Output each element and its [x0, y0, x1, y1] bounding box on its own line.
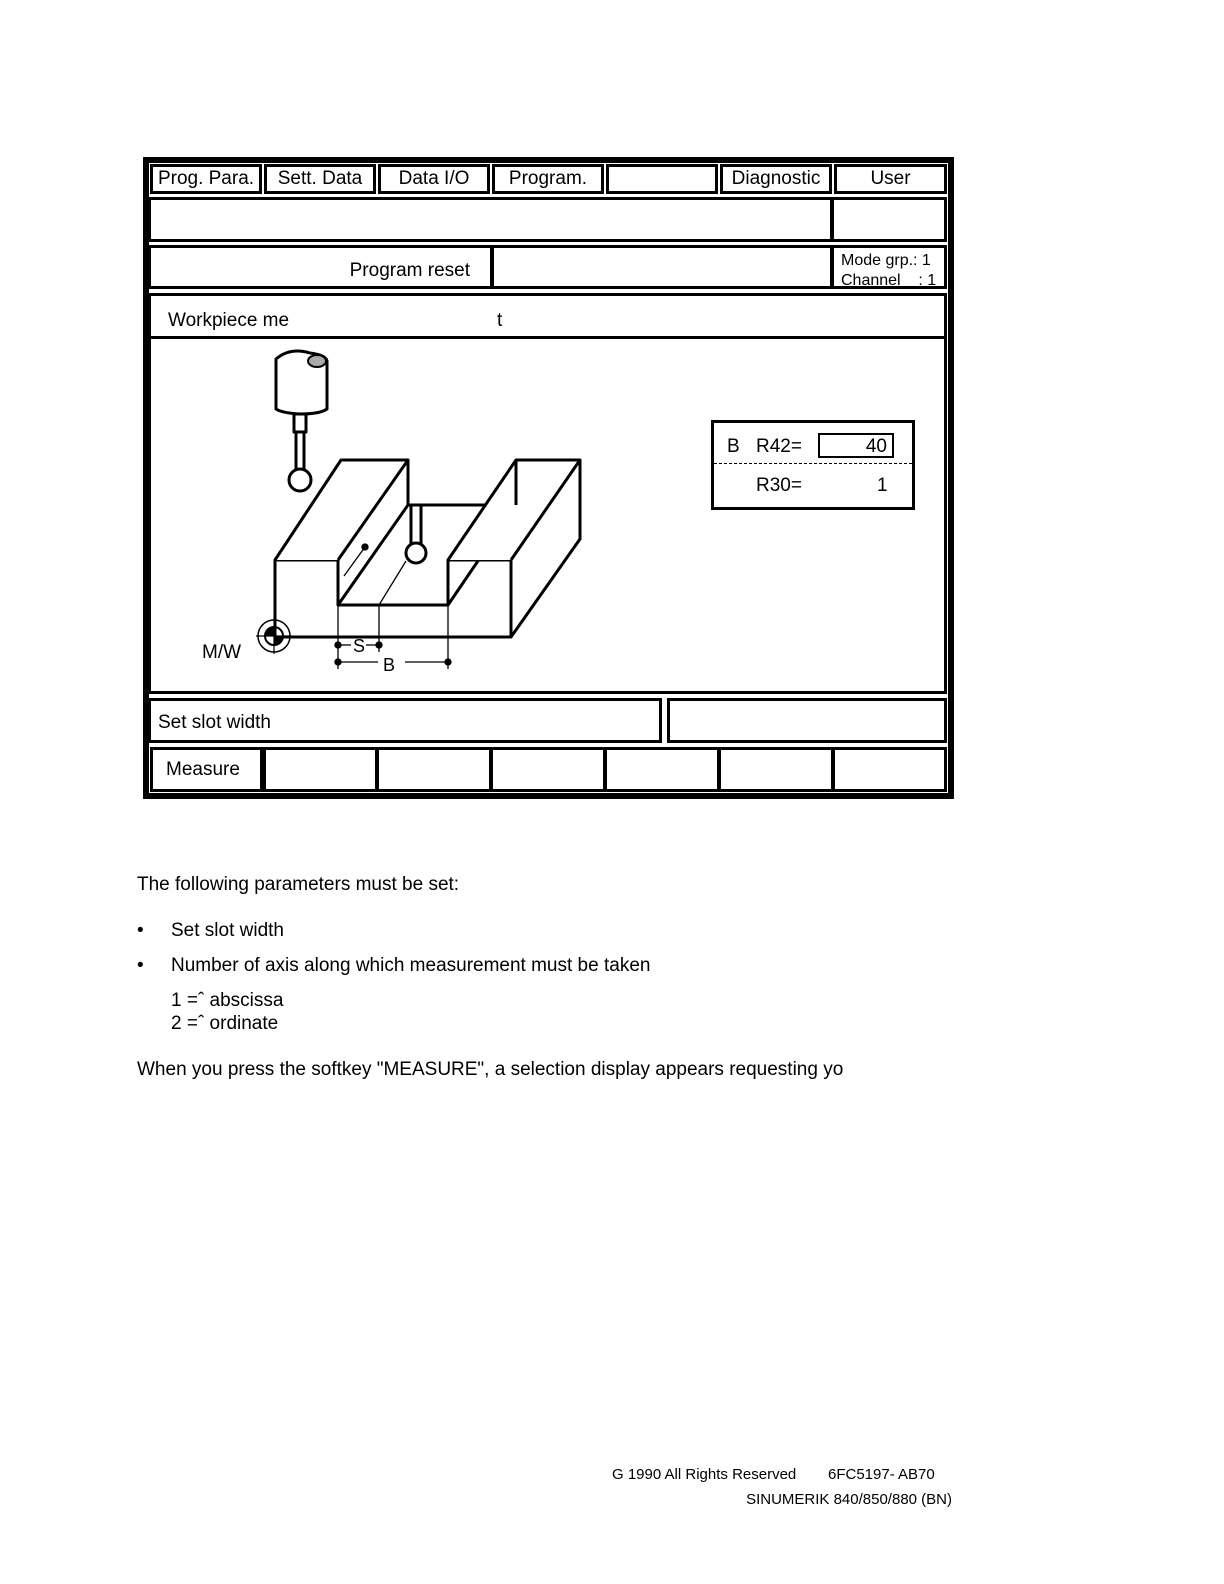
page-title-fragment: t [497, 310, 503, 331]
tab-label: User [870, 168, 911, 189]
bullet-icon: • [137, 920, 144, 941]
r42-input[interactable] [818, 433, 894, 458]
axis-option-1: 1 =ˆ abscissa [171, 990, 284, 1011]
tab-label: Diagnostic [731, 168, 821, 189]
title-bar [148, 293, 947, 339]
footer-copyright: G 1990 All Rights Reserved [612, 1466, 797, 1483]
softkey-6[interactable] [718, 747, 834, 792]
bullet-item: Set slot width [171, 920, 284, 941]
workpiece-diagram [150, 339, 945, 691]
mw-label: M/W [202, 642, 242, 663]
param-b-label: B [727, 436, 740, 457]
softkey-3[interactable] [376, 747, 492, 792]
tab-user[interactable] [834, 164, 947, 194]
channel: Channel : 1 [841, 272, 937, 289]
softkey-2[interactable] [263, 747, 378, 792]
softkey-4[interactable] [490, 747, 606, 792]
r42-value: 40 [865, 436, 887, 457]
r42-label: R42= [756, 436, 802, 457]
r30-value: 1 [877, 475, 888, 496]
intro-text: The following parameters must be set: [137, 874, 460, 895]
probe-ball-icon [289, 469, 311, 491]
tab-empty[interactable] [606, 164, 718, 194]
footer-product: SINUMERIK 840/850/880 (BN) [746, 1491, 952, 1508]
prompt-box [148, 698, 662, 743]
tab-label: Sett. Data [277, 168, 363, 189]
softkey-5[interactable] [604, 747, 720, 792]
program-state: Program reset [349, 260, 470, 281]
divider [714, 463, 912, 464]
status-middle-box [491, 245, 833, 289]
message-aux [831, 197, 947, 242]
tab-label: Data I/O [398, 168, 470, 189]
probe-ball-icon [406, 543, 426, 563]
b-dimension-label: B [383, 655, 396, 675]
page-title: Workpiece me [168, 310, 290, 331]
mode-group: Mode grp.: 1 [841, 252, 931, 269]
closing-text: When you press the softkey "MEASURE", a selection display appears requesting yo [137, 1059, 844, 1080]
message-line [148, 197, 833, 242]
footer-order-number: 6FC5197- AB70 [828, 1466, 935, 1483]
bullet-item: Number of axis along which measurement must be taken [171, 955, 651, 976]
tab-data-io[interactable] [378, 164, 490, 194]
tab-sett-data[interactable] [264, 164, 376, 194]
program-state-box [148, 245, 493, 289]
tab-prog-para[interactable] [150, 164, 262, 194]
softkey-measure[interactable] [150, 747, 263, 792]
tab-label: Prog. Para. [157, 168, 255, 189]
r30-label: R30= [756, 475, 802, 496]
prompt-aux-box [667, 698, 947, 743]
s-dimension-label: S [353, 636, 366, 656]
mode-channel-box [831, 245, 947, 289]
axis-option-2: 2 =ˆ ordinate [171, 1013, 279, 1034]
bullet-icon: • [137, 955, 144, 976]
softkey-7[interactable] [832, 747, 947, 792]
prompt-text: Set slot width [158, 712, 271, 733]
tab-diagnostic[interactable] [720, 164, 832, 194]
softkey-label: Measure [166, 758, 240, 780]
parameter-box [711, 420, 915, 510]
tab-program[interactable] [492, 164, 604, 194]
tab-label: Program. [508, 168, 588, 189]
